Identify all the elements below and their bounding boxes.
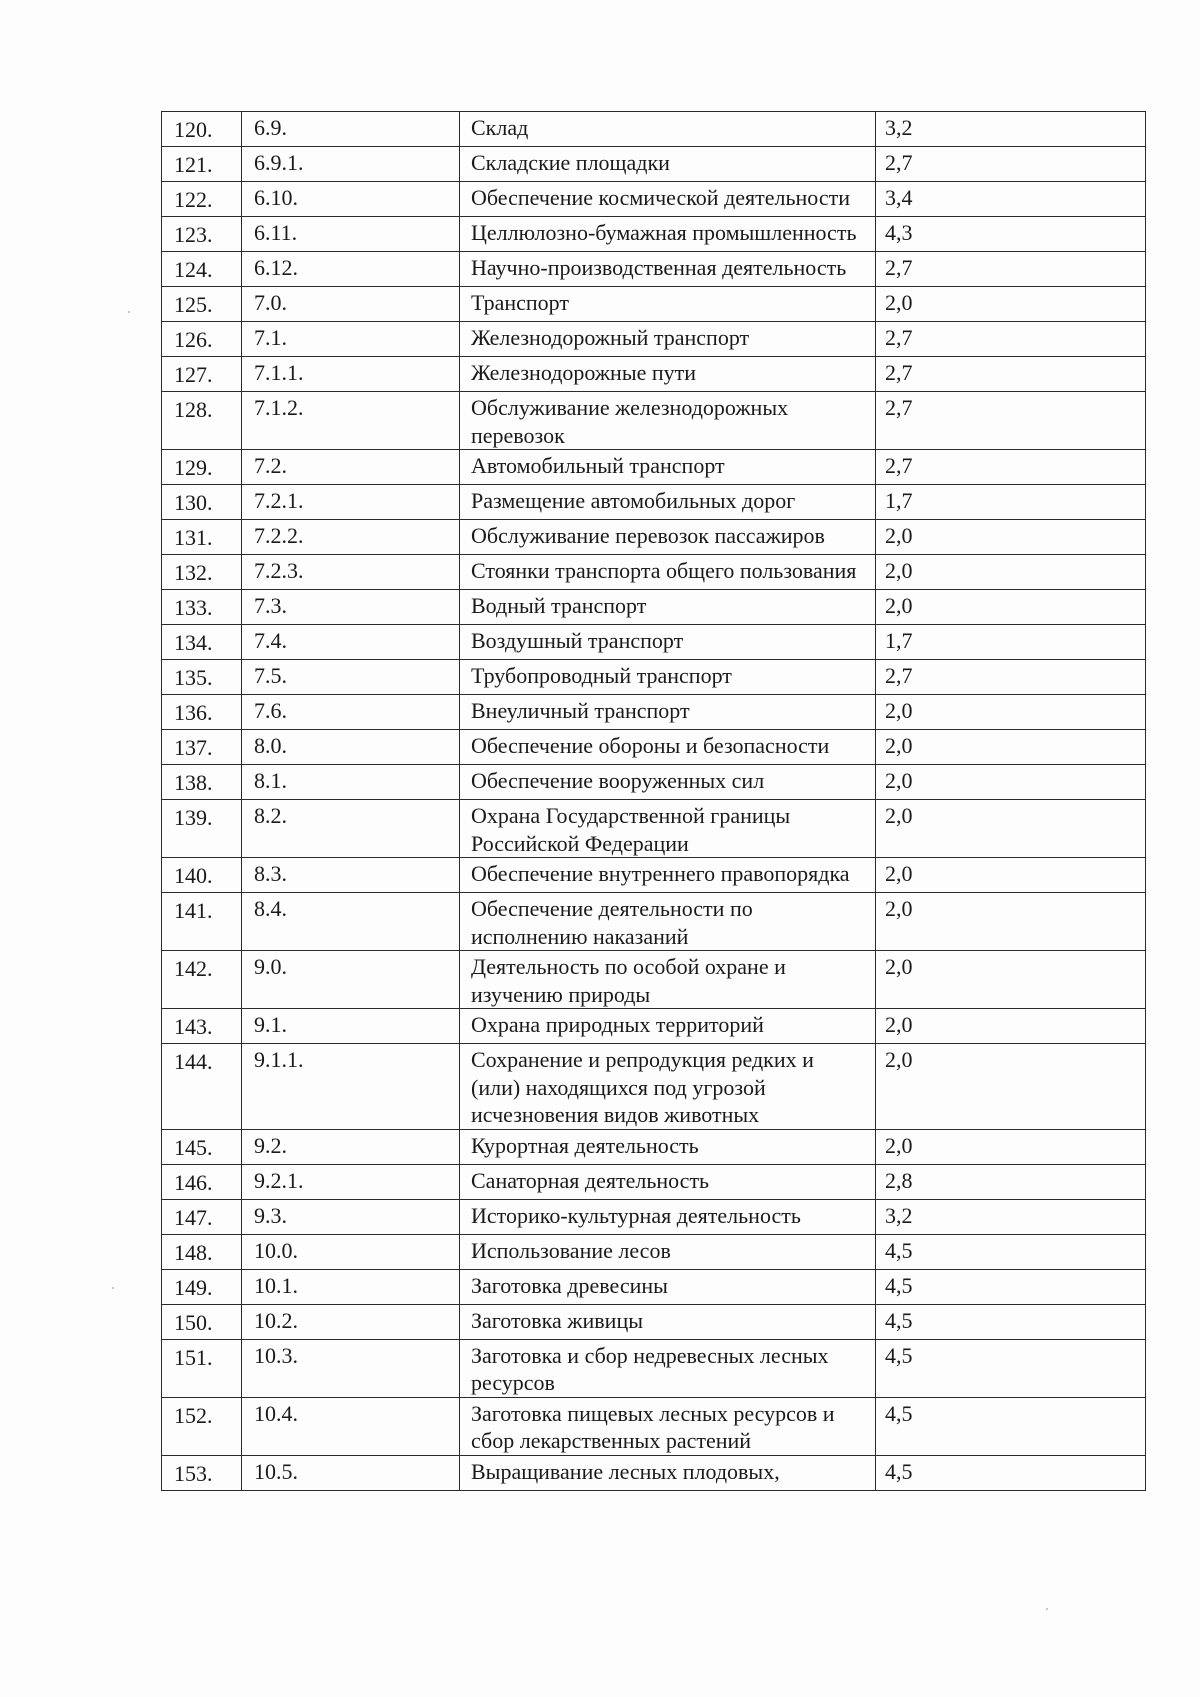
coefficient-cell: 4,5 [876, 1304, 1146, 1339]
land-use-type-cell: Заготовка пищевых лесных ресурсов и сбор лекарственных растений [460, 1397, 876, 1455]
row-number-cell: 135. [162, 660, 242, 695]
row-number-cell: 121. [162, 147, 242, 182]
row-number-cell: 123. [162, 217, 242, 252]
land-use-coefficient-table [161, 111, 1146, 1491]
table-row [162, 765, 1146, 800]
row-number-cell: 122. [162, 182, 242, 217]
row-number-cell: 142. [162, 951, 242, 1009]
code-cell: 10.5. [242, 1455, 460, 1490]
coefficient-cell: 2,7 [876, 660, 1146, 695]
row-number-cell: 136. [162, 695, 242, 730]
table-row [162, 1199, 1146, 1234]
land-use-type-cell: Стоянки транспорта общего пользования [460, 555, 876, 590]
table-body [162, 112, 1146, 1491]
table-row [162, 287, 1146, 322]
land-use-type-cell: Обеспечение космической деятельности [460, 182, 876, 217]
code-cell: 7.1. [242, 322, 460, 357]
land-use-type-cell: Курортная деятельность [460, 1129, 876, 1164]
table-row [162, 1234, 1146, 1269]
table-row [162, 392, 1146, 450]
coefficient-cell: 4,5 [876, 1455, 1146, 1490]
code-cell: 7.4. [242, 625, 460, 660]
coefficient-cell: 2,0 [876, 287, 1146, 322]
land-use-type-cell: Обеспечение деятельности по исполнению наказаний [460, 893, 876, 951]
land-use-type-cell: Водный транспорт [460, 590, 876, 625]
row-number-cell: 120. [162, 112, 242, 147]
code-cell: 7.2.2. [242, 520, 460, 555]
row-number-cell: 144. [162, 1044, 242, 1130]
table-row [162, 590, 1146, 625]
row-number-cell: 151. [162, 1339, 242, 1397]
code-cell: 6.11. [242, 217, 460, 252]
code-cell: 7.6. [242, 695, 460, 730]
table-row [162, 800, 1146, 858]
row-number-cell: 130. [162, 485, 242, 520]
coefficient-cell: 1,7 [876, 625, 1146, 660]
table-row [162, 1164, 1146, 1199]
table-row [162, 112, 1146, 147]
coefficient-cell: 3,4 [876, 182, 1146, 217]
table-row [162, 1269, 1146, 1304]
code-cell: 8.0. [242, 730, 460, 765]
land-use-type-cell: Железнодорожный транспорт [460, 322, 876, 357]
scan-speck [112, 1287, 114, 1289]
scan-speck [128, 311, 130, 313]
coefficient-cell: 2,8 [876, 1164, 1146, 1199]
table-row [162, 520, 1146, 555]
code-cell: 7.2. [242, 450, 460, 485]
table-row [162, 858, 1146, 893]
row-number-cell: 127. [162, 357, 242, 392]
table-row [162, 555, 1146, 590]
table-row [162, 1044, 1146, 1130]
coefficient-cell: 2,0 [876, 730, 1146, 765]
row-number-cell: 125. [162, 287, 242, 322]
land-use-type-cell: Трубопроводный транспорт [460, 660, 876, 695]
code-cell: 7.1.1. [242, 357, 460, 392]
row-number-cell: 147. [162, 1199, 242, 1234]
land-use-type-cell: Санаторная деятельность [460, 1164, 876, 1199]
land-use-type-cell: Обслуживание железнодорожных перевозок [460, 392, 876, 450]
land-use-type-cell: Складские площадки [460, 147, 876, 182]
land-use-type-cell: Использование лесов [460, 1234, 876, 1269]
row-number-cell: 126. [162, 322, 242, 357]
coefficient-cell: 2,7 [876, 450, 1146, 485]
table-row [162, 217, 1146, 252]
table-row [162, 893, 1146, 951]
coefficient-cell: 4,5 [876, 1234, 1146, 1269]
code-cell: 6.9.1. [242, 147, 460, 182]
row-number-cell: 153. [162, 1455, 242, 1490]
row-number-cell: 148. [162, 1234, 242, 1269]
table-row [162, 252, 1146, 287]
row-number-cell: 145. [162, 1129, 242, 1164]
land-use-type-cell: Обслуживание перевозок пассажиров [460, 520, 876, 555]
table-row [162, 1339, 1146, 1397]
coefficient-cell: 2,0 [876, 695, 1146, 730]
land-use-type-cell: Научно-производственная деятельность [460, 252, 876, 287]
code-cell: 7.3. [242, 590, 460, 625]
table-row [162, 1455, 1146, 1490]
coefficient-cell: 2,0 [876, 1009, 1146, 1044]
table-row [162, 660, 1146, 695]
table-row [162, 357, 1146, 392]
row-number-cell: 133. [162, 590, 242, 625]
table-row [162, 951, 1146, 1009]
row-number-cell: 140. [162, 858, 242, 893]
row-number-cell: 149. [162, 1269, 242, 1304]
table-row [162, 1397, 1146, 1455]
land-use-type-cell: Заготовка и сбор недревесных лесных ресурсов [460, 1339, 876, 1397]
coefficient-cell: 2,0 [876, 800, 1146, 858]
land-use-type-cell: Склад [460, 112, 876, 147]
coefficient-cell: 3,2 [876, 112, 1146, 147]
code-cell: 9.2. [242, 1129, 460, 1164]
coefficient-cell: 2,0 [876, 555, 1146, 590]
table-row [162, 695, 1146, 730]
land-use-type-cell: Выращивание лесных плодовых, [460, 1455, 876, 1490]
code-cell: 8.2. [242, 800, 460, 858]
code-cell: 6.10. [242, 182, 460, 217]
table-row [162, 182, 1146, 217]
coefficient-cell: 2,7 [876, 357, 1146, 392]
land-use-type-cell: Железнодорожные пути [460, 357, 876, 392]
coefficient-cell: 2,7 [876, 392, 1146, 450]
table-row [162, 322, 1146, 357]
code-cell: 10.2. [242, 1304, 460, 1339]
land-use-type-cell: Охрана Государственной границы Российской Федерации [460, 800, 876, 858]
code-cell: 8.1. [242, 765, 460, 800]
land-use-type-cell: Деятельность по особой охране и изучению природы [460, 951, 876, 1009]
code-cell: 10.3. [242, 1339, 460, 1397]
code-cell: 9.2.1. [242, 1164, 460, 1199]
code-cell: 9.1.1. [242, 1044, 460, 1130]
table-row [162, 625, 1146, 660]
table-row [162, 1304, 1146, 1339]
coefficient-cell: 4,5 [876, 1339, 1146, 1397]
coefficient-cell: 2,0 [876, 1044, 1146, 1130]
table-row [162, 1129, 1146, 1164]
code-cell: 7.2.3. [242, 555, 460, 590]
code-cell: 10.1. [242, 1269, 460, 1304]
land-use-type-cell: Обеспечение внутреннего правопорядка [460, 858, 876, 893]
coefficient-cell: 2,7 [876, 147, 1146, 182]
land-use-type-cell: Размещение автомобильных дорог [460, 485, 876, 520]
code-cell: 8.4. [242, 893, 460, 951]
row-number-cell: 134. [162, 625, 242, 660]
coefficient-cell: 4,5 [876, 1269, 1146, 1304]
code-cell: 8.3. [242, 858, 460, 893]
coefficient-cell: 2,0 [876, 520, 1146, 555]
row-number-cell: 137. [162, 730, 242, 765]
coefficient-cell: 2,0 [876, 858, 1146, 893]
land-use-type-cell: Заготовка живицы [460, 1304, 876, 1339]
table-row [162, 730, 1146, 765]
code-cell: 6.12. [242, 252, 460, 287]
land-use-type-cell: Воздушный транспорт [460, 625, 876, 660]
code-cell: 7.2.1. [242, 485, 460, 520]
table-row [162, 1009, 1146, 1044]
row-number-cell: 128. [162, 392, 242, 450]
land-use-type-cell: Внеуличный транспорт [460, 695, 876, 730]
code-cell: 7.0. [242, 287, 460, 322]
coefficient-cell: 2,0 [876, 765, 1146, 800]
land-use-type-cell: Заготовка древесины [460, 1269, 876, 1304]
row-number-cell: 146. [162, 1164, 242, 1199]
coefficient-cell: 2,0 [876, 893, 1146, 951]
table-row [162, 485, 1146, 520]
land-use-type-cell: Историко-культурная деятельность [460, 1199, 876, 1234]
coefficient-cell: 1,7 [876, 485, 1146, 520]
land-use-type-cell: Обеспечение обороны и безопасности [460, 730, 876, 765]
coefficient-cell: 3,2 [876, 1199, 1146, 1234]
code-cell: 10.0. [242, 1234, 460, 1269]
land-use-type-cell: Сохранение и репродукция редких и (или) находящихся под угрозой исчезновения видов животных [460, 1044, 876, 1130]
code-cell: 6.9. [242, 112, 460, 147]
land-use-type-cell: Обеспечение вооруженных сил [460, 765, 876, 800]
land-use-type-cell: Автомобильный транспорт [460, 450, 876, 485]
row-number-cell: 152. [162, 1397, 242, 1455]
table-row [162, 147, 1146, 182]
table-row [162, 450, 1146, 485]
coefficient-cell: 2,7 [876, 322, 1146, 357]
coefficient-cell: 2,0 [876, 951, 1146, 1009]
coefficient-cell: 2,0 [876, 590, 1146, 625]
scan-speck [1046, 1608, 1048, 1610]
code-cell: 9.3. [242, 1199, 460, 1234]
row-number-cell: 141. [162, 893, 242, 951]
row-number-cell: 138. [162, 765, 242, 800]
land-use-type-cell: Транспорт [460, 287, 876, 322]
coefficient-cell: 2,0 [876, 1129, 1146, 1164]
row-number-cell: 143. [162, 1009, 242, 1044]
row-number-cell: 150. [162, 1304, 242, 1339]
code-cell: 9.1. [242, 1009, 460, 1044]
row-number-cell: 139. [162, 800, 242, 858]
row-number-cell: 131. [162, 520, 242, 555]
land-use-type-cell: Охрана природных территорий [460, 1009, 876, 1044]
code-cell: 9.0. [242, 951, 460, 1009]
row-number-cell: 132. [162, 555, 242, 590]
land-use-type-cell: Целлюлозно-бумажная промышленность [460, 217, 876, 252]
code-cell: 10.4. [242, 1397, 460, 1455]
row-number-cell: 124. [162, 252, 242, 287]
coefficient-cell: 2,7 [876, 252, 1146, 287]
coefficient-cell: 4,5 [876, 1397, 1146, 1455]
coefficient-cell: 4,3 [876, 217, 1146, 252]
code-cell: 7.5. [242, 660, 460, 695]
row-number-cell: 129. [162, 450, 242, 485]
code-cell: 7.1.2. [242, 392, 460, 450]
